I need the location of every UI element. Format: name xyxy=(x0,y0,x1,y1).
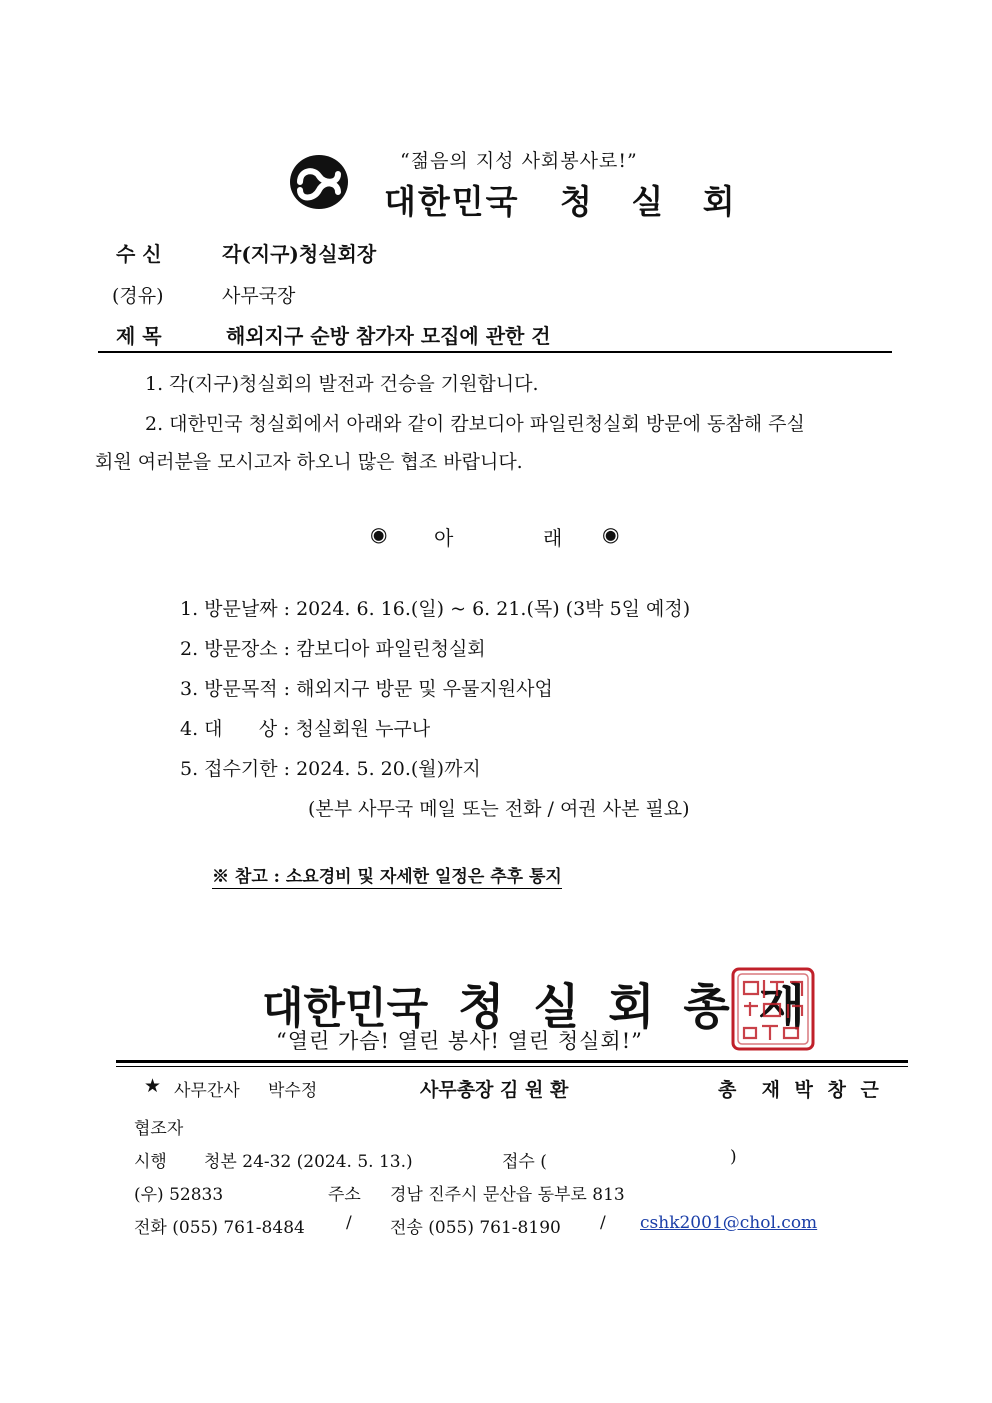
recipient-label: 수 신 xyxy=(116,242,162,266)
cooperator-label: 협조자 xyxy=(134,1119,184,1139)
postal-code: (우) 52833 xyxy=(134,1185,224,1205)
details-heading-b: 래 xyxy=(543,526,563,550)
item-label: 4. 대 상 xyxy=(180,718,278,740)
item-value: 2024. 6. 16.(일) ~ 6. 21.(목) (3박 5일 예정) xyxy=(296,598,691,620)
item-label: 2. 방문장소 xyxy=(180,638,278,660)
signature-org-b: 청 실 회 총 재 xyxy=(458,979,811,1035)
list-item: 3. 방문목적 : 해외지구 방문 및 우물지원사업 xyxy=(180,678,553,700)
body-paragraph-2-line2: 회원 여러분을 모시고자 하오니 많은 협조 바랍니다. xyxy=(95,451,523,473)
via-label: (경유) xyxy=(112,285,164,307)
staff-role: 사무간사 xyxy=(174,1081,240,1101)
phone: 전화 (055) 761-8484 xyxy=(134,1218,305,1238)
item-label: 1. 방문날짜 xyxy=(180,598,278,620)
org-title-sub: 청 실 회 xyxy=(559,182,749,221)
item-label: 3. 방문목적 xyxy=(180,678,278,700)
recipient-value: 각(지구)청실회장 xyxy=(222,242,377,266)
cheongsil-logo-icon xyxy=(286,150,352,214)
org-title xyxy=(384,176,749,223)
list-item: 4. 대 상 : 청실회원 누구나 xyxy=(180,718,431,740)
subject-value: 해외지구 순방 참가자 모집에 관한 건 xyxy=(226,324,551,348)
header-divider xyxy=(98,351,892,353)
list-item: 1. 방문날짜 : 2024. 6. 16.(일) ~ 6. 21.(목) (3박 5일 예정) xyxy=(180,598,691,620)
details-heading-right-mark: ◉ xyxy=(602,522,620,546)
body-paragraph-2-line1: 2. 대한민국 청실회에서 아래와 같이 캄보디아 파일린청실회 방문에 동참해 주실 xyxy=(145,413,805,435)
email-link[interactable]: cshk2001@chol.com xyxy=(640,1213,818,1233)
list-item: 5. 접수기한 : 2024. 5. 20.(월)까지 xyxy=(180,758,481,780)
signature-slogan: “열린 가슴! 열린 봉사! 열린 청실회!” xyxy=(276,1029,643,1053)
secretary-general: 사무총장 김 원 환 xyxy=(420,1079,569,1101)
footer-divider-thin xyxy=(116,1066,908,1067)
address-value: 경남 진주시 문산읍 동부로 813 xyxy=(390,1185,625,1205)
org-title-main: 대한민국 xyxy=(384,182,520,221)
via-value: 사무국장 xyxy=(222,285,296,307)
item-value: 청실회원 누구나 xyxy=(295,718,431,740)
official-seal-icon xyxy=(730,966,816,1052)
body-paragraph-1: 1. 각(지구)청실회의 발전과 건승을 기원합니다. xyxy=(145,373,539,395)
issue-label: 시행 xyxy=(134,1152,167,1172)
item-value: 캄보디아 파일린청실회 xyxy=(296,638,486,660)
reference-note: ※ 참고 : 소요경비 및 자세한 일정은 추후 통지 xyxy=(212,862,562,889)
separator: / xyxy=(346,1213,352,1233)
list-item: 2. 방문장소 : 캄보디아 파일린청실회 xyxy=(180,638,486,660)
item-label: 5. 접수기한 xyxy=(180,758,278,780)
items-note: (본부 사무국 메일 또는 전화 / 여권 사본 필요) xyxy=(308,798,690,820)
letterhead-slogan: “젊음의 지성 사회봉사로!” xyxy=(400,150,638,172)
details-heading-a: 아 xyxy=(434,526,454,550)
details-heading-left-mark: ◉ xyxy=(370,522,388,546)
issue-value: 청본 24-32 (2024. 5. 13.) xyxy=(204,1152,413,1172)
star-icon: ★ xyxy=(144,1075,162,1097)
president: 총 재 박 창 근 xyxy=(718,1079,883,1101)
separator: / xyxy=(600,1213,606,1233)
item-value: 2024. 5. 20.(월)까지 xyxy=(296,758,481,780)
fax: 전송 (055) 761-8190 xyxy=(390,1218,561,1238)
footer-divider-thick xyxy=(116,1060,908,1063)
receipt-close: ) xyxy=(730,1147,737,1167)
receipt-label: 접수 ( xyxy=(502,1152,547,1172)
signature-org-a: 대한민국 xyxy=(262,984,429,1034)
staff-name: 박수정 xyxy=(268,1081,318,1101)
item-value: 해외지구 방문 및 우물지원사업 xyxy=(296,678,553,700)
address-label: 주소 xyxy=(328,1185,361,1205)
subject-label: 제 목 xyxy=(116,324,162,348)
